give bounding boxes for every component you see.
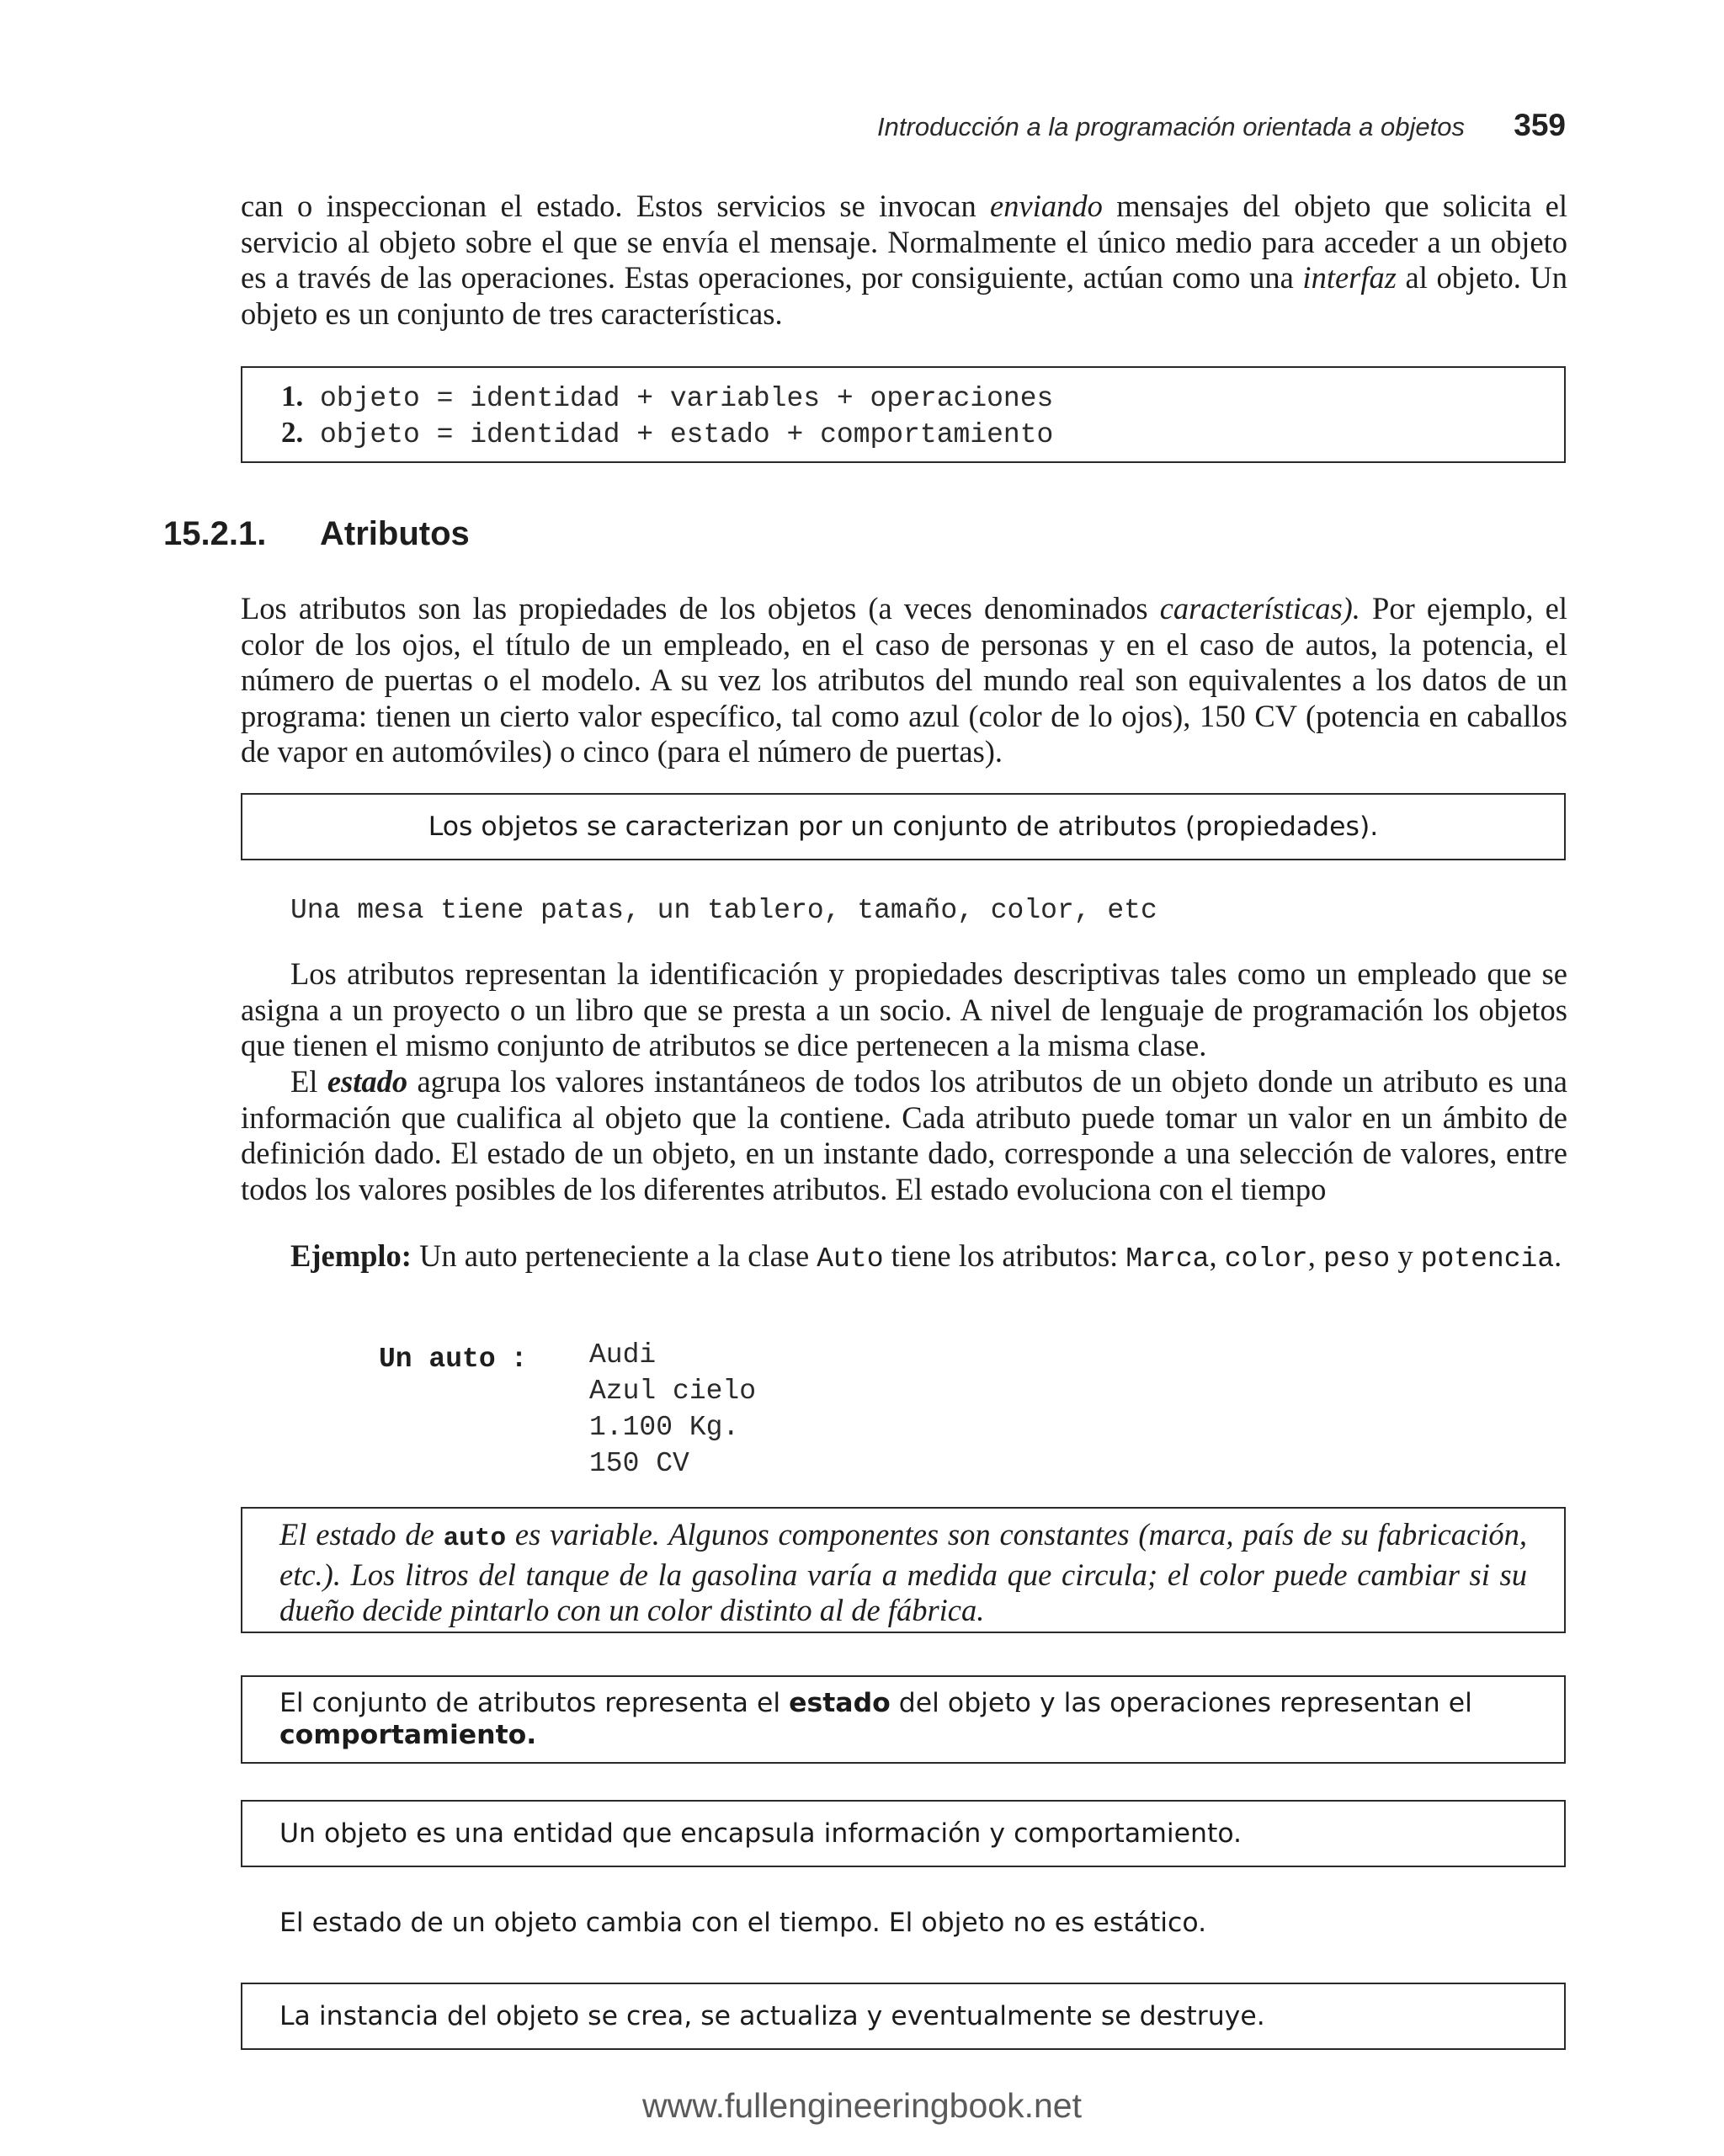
note-entity-text: Un objeto es una entidad que encapsula información y comportamiento. [279, 1818, 1242, 1849]
note-attributes-text: Los objetos se caracterizan por un conjunto de atributos (propiedades). [428, 812, 1379, 842]
identification-paragraph: Los atributos representan la identificación y propiedades descriptivas tales como un empleado que se asigna a un proyecto o un libro que se presta a un socio. A nivel de lenguaje de programación los objetos que tienen el mismo conjunto de atributos se dice pertenecen a la misma clase. [241, 956, 1567, 1062]
auto-value: Azul cielo [589, 1376, 757, 1407]
page-number: 359 [1514, 108, 1566, 142]
auto-instance-label: Un auto : [379, 1344, 528, 1375]
auto-instance-values [589, 1337, 756, 1482]
definition-line: 1. objeto = identidad + variables + operaciones [281, 380, 1054, 414]
attributes-paragraph: Los atributos son las propiedades de los objetos (a veces denominados características). Por ejemplo, el color de los ojos, el título de un empleado, en el caso de personas y en el caso de autos, la potencia, el número de puertas o el modelo. A su vez los atributos del mundo real son equivalentes a los datos de un programa: tienen un cierto valor específico, tal como azul (color de lo ojos), 150 CV (potencia en caballos de vapor en automóviles) o cinco (para el número de puertas). [241, 591, 1567, 769]
section-title: Atributos [320, 515, 470, 552]
example-paragraph: Ejemplo: Un auto perteneciente a la clase Auto tiene los atributos: Marca, color, peso y potencia. [290, 1238, 1562, 1275]
definition-line: 2. objeto = identidad + estado + comportamiento [281, 416, 1054, 450]
note-state-behavior-box [241, 1675, 1566, 1764]
note-attributes-box [241, 793, 1566, 860]
section-number: 15.2.1. [163, 515, 267, 552]
definition-box [241, 366, 1566, 463]
code-example: Una mesa tiene patas, un tablero, tamaño, color, etc [290, 895, 1157, 926]
note-instance-box [241, 1983, 1566, 2050]
note-state-variable-box: El estado de auto es variable. Algunos componentes son constantes (marca, país de su fabricación, etc.). Los litros del tanque de la gasolina varía a medida que circula; el color puede cambiar si su dueño decide pintarlo con un color distinto al de fábrica. [241, 1507, 1566, 1633]
intro-paragraph: can o inspeccionan el estado. Estos servicios se invocan enviando mensajes del objeto que solicita el servicio al objeto sobre el que se envía el mensaje. Normalmente el único medio para acceder a un objeto es a través de las operaciones. Estas operaciones, por consiguiente, actúan como una interfaz al objeto. Un objeto es un conjunto de tres características. [241, 189, 1567, 331]
state-paragraph: El estado agrupa los valores instantáneos de todos los atributos de un objeto donde un atributo es una información que cualifica al objeto que la contiene. Cada atributo puede tomar un valor en un ámbito de definición dado. El estado de un objeto, en un instante dado, corresponde a una selección de valores, entre todos los valores posibles de los diferentes atributos. El estado evoluciona con el tiempo [241, 1064, 1568, 1206]
note-instance-text: La instancia del objeto se crea, se actualiza y eventualmente se destruye. [279, 2001, 1265, 2031]
auto-value: 1.100 Kg. [589, 1412, 740, 1443]
auto-value: 150 CV [589, 1448, 689, 1479]
note-state-behavior-text: El conjunto de atributos representa el estado del objeto y las operaciones representan el comportamiento. [279, 1688, 1472, 1750]
running-header-title: Introducción a la programación orientada a objetos [877, 112, 1465, 141]
watermark-url: www.fullengineeringbook.net [642, 2086, 1082, 2125]
auto-value: Audi [589, 1339, 657, 1371]
note-changes-text: El estado de un objeto cambia con el tiempo. El objeto no es estático. [279, 1908, 1207, 1938]
note-entity-box [241, 1800, 1566, 1867]
